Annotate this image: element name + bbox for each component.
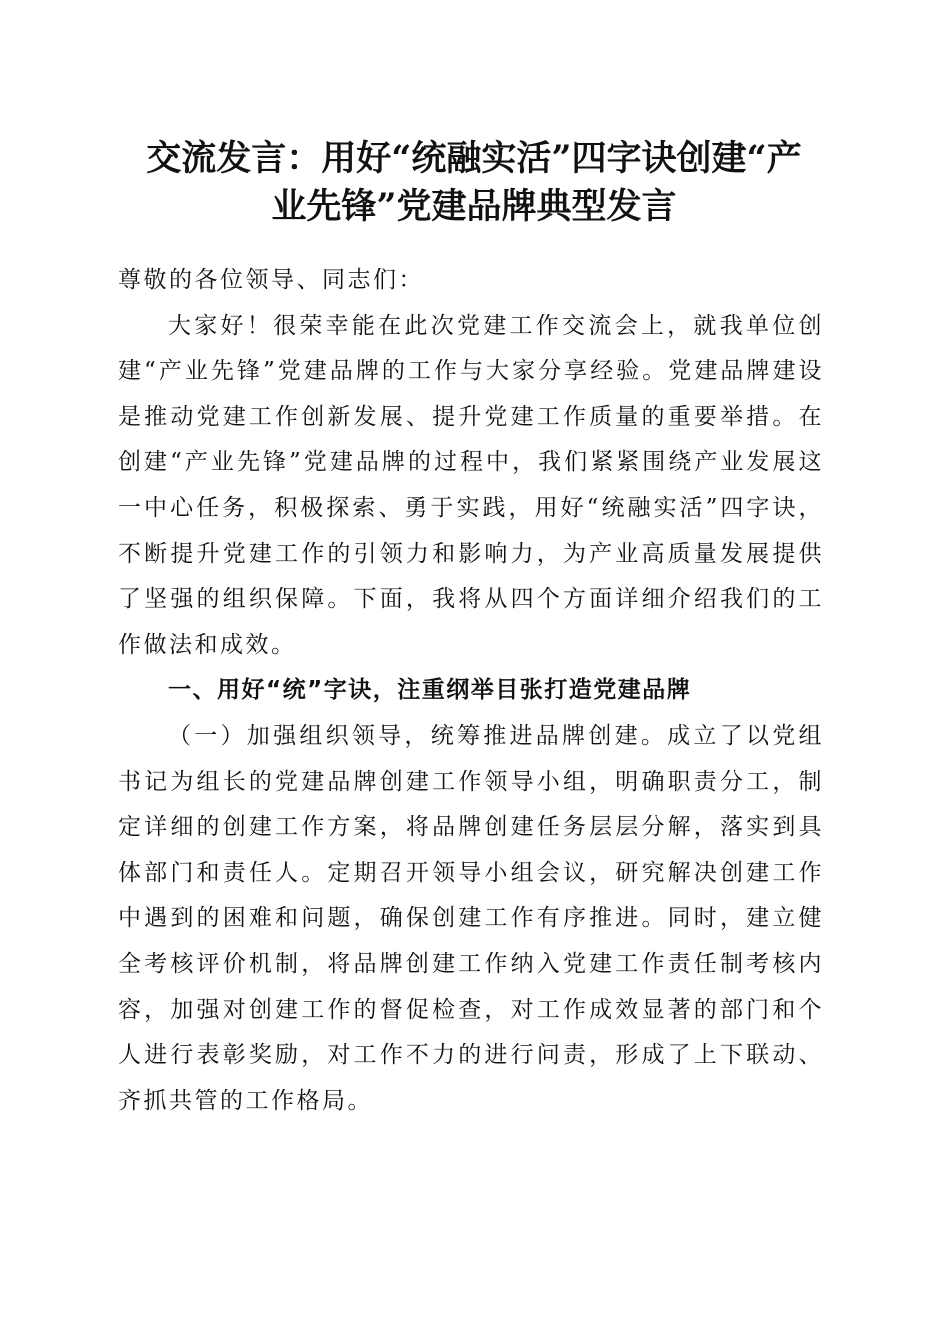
subsection-body: 成立了以党组书记为组长的党建品牌创建工作领导小组，明确职责分工，制定详细的创建工作方案，将品牌创建任务层层分解，落实到具体部门和责任人。定期召开领导小组会议，研究解决创建工作中遇到的困难和问题，确保创建工作有序推进。同时，建立健全考核评价机制，将品牌创建工作纳入党建工作责任制考核内容，加强对创建工作的督促检查，对工作成效显著的部门和个人进行表彰奖励，对工作不力的进行问责，形成了上下联动、齐抓共管的工作格局。 [118, 722, 825, 1114]
section-heading: 一、用好“统”字诀，注重纲举目张打造党建品牌 [168, 677, 692, 704]
document-body [118, 258, 824, 1124]
subsection-paragraph [118, 714, 824, 1124]
title-line-2: 业先锋”党建品牌典型发言 [271, 186, 677, 227]
greeting: 尊敬的各位领导、同志们： [118, 267, 424, 293]
title-line-1: 交流发言：用好“统融实活”四字诀创建“产 [146, 138, 802, 179]
document-title [118, 135, 830, 231]
intro-paragraph: 大家好！很荣幸能在此次党建工作交流会上，就我单位创建“产业先锋”党建品牌的工作与大家分享经验。党建品牌建设是推动党建工作创新发展、提升党建工作质量的重要举措。在创建“产业先锋”党建品牌的过程中，我们紧紧围绕产业发展这一中心任务，积极探索、勇于实践，用好“统融实活”四字诀，不断提升党建工作的引领力和影响力，为产业高质量发展提供了坚强的组织保障。下面，我将从四个方面详细介绍我们的工作做法和成效。 [118, 312, 824, 658]
subsection-title: （一）加强组织领导，统筹推进品牌创建。 [168, 722, 668, 749]
